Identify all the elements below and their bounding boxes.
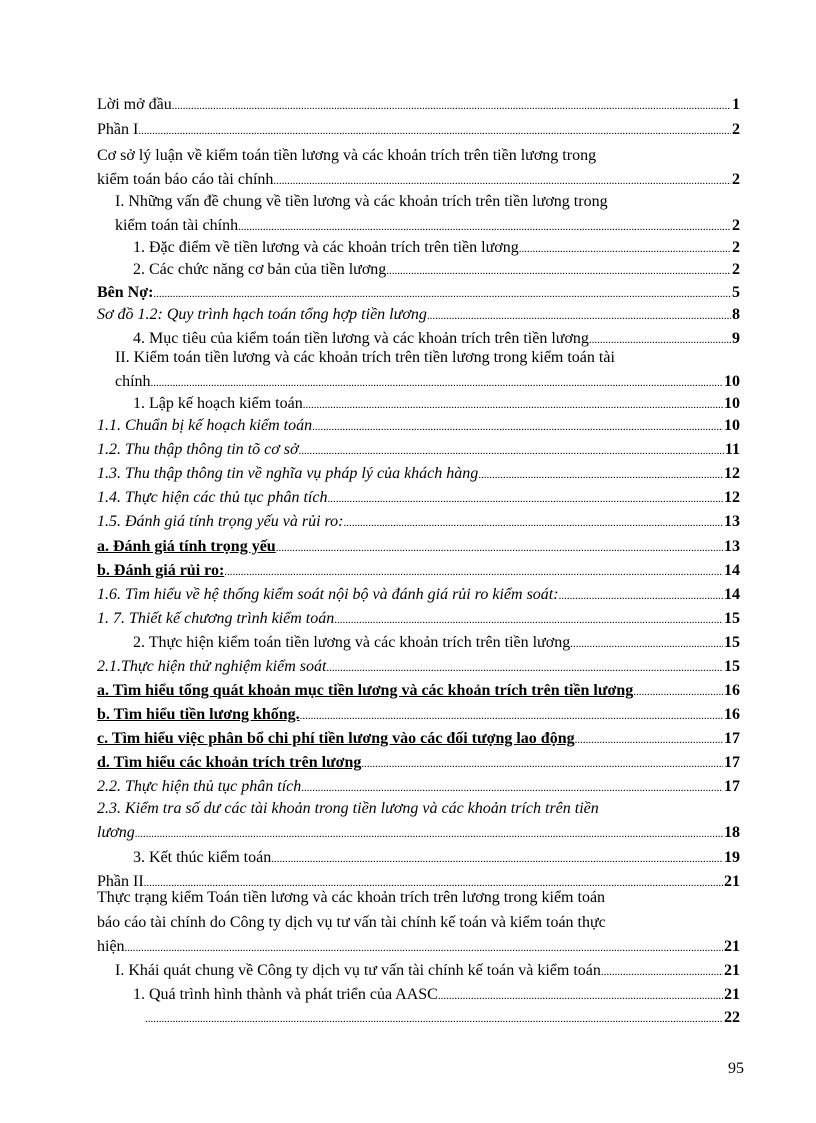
toc-page-number: 21 xyxy=(724,986,740,1003)
toc-entry-title: a. Tìm hiểu tổng quát khoản mục tiền lương và các khoản trích trên tiền lương xyxy=(97,682,634,699)
toc-entry-title: Lời mở đầu xyxy=(97,96,172,113)
dot-leader xyxy=(312,416,723,437)
toc-entry-title: c. Tìm hiểu việc phân bổ chi phí tiền lương vào các đối tượng lao động xyxy=(97,730,575,747)
dot-leader xyxy=(519,238,731,259)
toc-entry-title: 1. 7. Thiết kế chương trình kiểm toán xyxy=(97,610,335,627)
dot-leader xyxy=(145,1008,723,1029)
toc-entry-title: 4. Mục tiêu của kiểm toán tiền lương và các khoản trích trên tiền lương xyxy=(133,330,589,347)
dot-leader xyxy=(478,464,723,485)
toc-page-number: 21 xyxy=(724,873,740,890)
toc-page-number: 15 xyxy=(724,658,740,675)
toc-page-number: 2 xyxy=(732,261,740,278)
dot-leader xyxy=(138,120,731,141)
toc-entry-title-line: Cơ sở lý luận về kiểm toán tiền lương và các khoản trích trên tiền lương trong xyxy=(97,147,597,164)
toc-entry-title: hiện xyxy=(97,938,125,955)
page-number: 95 xyxy=(728,1060,744,1077)
dot-leader xyxy=(271,848,723,869)
toc-entry-title: 1.3. Thu thập thông tin về nghĩa vụ pháp lý của khách hàng xyxy=(97,465,479,482)
toc-entry-title: b. Đánh giá rủi ro: xyxy=(97,562,225,579)
dot-leader xyxy=(327,488,723,509)
dot-leader xyxy=(273,170,731,191)
toc-entry-title: kiểm toán tài chính xyxy=(115,217,239,234)
toc-page-number: 18 xyxy=(724,824,740,841)
dot-leader xyxy=(559,585,723,606)
toc-entry-title: 1.6. Tìm hiểu về hệ thống kiểm soát nội bộ và đánh giá rủi ro kiểm soát: xyxy=(97,586,559,603)
dot-leader xyxy=(344,512,724,533)
toc-page-number: 12 xyxy=(724,465,740,482)
toc-page-number: 16 xyxy=(724,706,740,723)
toc-page-number: 10 xyxy=(724,373,740,390)
toc-page-number: 17 xyxy=(724,754,740,771)
toc-page-number: 22 xyxy=(724,1009,740,1026)
toc-entry-title: 2. Các chức năng cơ bản của tiền lương xyxy=(133,261,387,278)
toc-entry-title: d. Tìm hiểu các khoản trích trên lương xyxy=(97,754,362,771)
dot-leader xyxy=(438,985,723,1006)
toc-entry-title: 3. Kết thúc kiểm toán xyxy=(133,849,272,866)
toc-page-number: 19 xyxy=(724,849,740,866)
toc-entry-title-line: báo cáo tài chính do Công ty dịch vụ tư vấn tài chính kế toán và kiểm toán thực xyxy=(97,914,606,931)
toc-entry-title: 1.1. Chuẩn bị kế hoạch kiểm toán xyxy=(97,417,313,434)
dot-leader xyxy=(601,961,723,982)
toc-entry-title: a. Đánh giá tính trọng yếu xyxy=(97,538,276,555)
dot-leader xyxy=(125,937,723,958)
toc-entry-title-line: I. Những vấn đề chung về tiền lương và các khoản trích trên tiền lương trong xyxy=(115,193,608,210)
dot-leader xyxy=(238,216,731,237)
toc-page-number: 2 xyxy=(732,217,740,234)
toc-entry-title: 1.2. Thu thập thông tin tõ cơ sở xyxy=(97,441,299,458)
toc-page-number: 13 xyxy=(724,538,740,555)
toc-entry-title-line: II. Kiểm toán tiền lương và các khoản trích trên tiền lương trong kiểm toán tài xyxy=(115,349,615,366)
toc-page-number: 16 xyxy=(724,682,740,699)
toc-entry-title: 2.2. Thực hiện thủ tục phân tích xyxy=(97,778,302,795)
toc-page-number: 1 xyxy=(732,96,740,113)
dot-leader xyxy=(570,633,723,654)
toc-entry-title: Sơ đồ 1.2: Quy trình hạch toán tổng hợp tiền lương xyxy=(97,306,427,323)
toc-page-number: 10 xyxy=(724,417,740,434)
toc-entry-title: chính xyxy=(115,373,151,390)
toc-entry-title: I. Khái quát chung về Công ty dịch vụ tư vấn tài chính kế toán và kiểm toán xyxy=(115,962,601,979)
toc-entry-title: 2.1.Thực hiện thử nghiệm kiểm soát xyxy=(97,658,327,675)
dot-leader xyxy=(153,283,731,304)
toc-entry-title: 1.4. Thực hiện các thủ tục phân tích xyxy=(97,489,328,506)
toc-page-number: 21 xyxy=(724,938,740,955)
toc-entry-title: 1. Quá trình hình thành và phát triển của AASC xyxy=(133,986,438,1003)
toc-page-number: 14 xyxy=(724,586,740,603)
toc-page-number: 12 xyxy=(724,489,740,506)
toc-page-number: 9 xyxy=(732,330,740,347)
dot-leader xyxy=(361,753,723,774)
toc-page-number: 17 xyxy=(724,730,740,747)
toc-page-number: 5 xyxy=(732,284,740,301)
dot-leader xyxy=(575,729,723,750)
toc-page-number: 2 xyxy=(732,171,740,188)
dot-leader xyxy=(224,561,723,582)
dot-leader xyxy=(135,823,723,844)
dot-leader xyxy=(301,777,723,798)
dot-leader xyxy=(276,537,723,558)
toc-entry-title: Bên Nợ: xyxy=(97,284,154,301)
dot-leader xyxy=(427,305,731,326)
dot-leader xyxy=(151,372,723,393)
toc-entry-title: 1. Lập kế hoạch kiểm toán xyxy=(133,395,303,412)
toc-entry-title: Phần II xyxy=(97,873,144,890)
toc-page-number: 13 xyxy=(724,513,740,530)
dot-leader xyxy=(300,705,723,726)
toc-entry-title: 1.5. Đánh giá tính trọng yếu và rủi ro: xyxy=(97,513,344,530)
toc-entry-title-line: 2.3. Kiểm tra số dư các tài khoản trong tiền lương và các khoản trích trên tiền xyxy=(97,800,599,817)
toc-entry-title: 2. Thực hiện kiểm toán tiền lương và các khoản trích trên tiền lương xyxy=(133,634,571,651)
toc-entry-title: kiểm toán báo cáo tài chính xyxy=(97,171,274,188)
toc-page-number: 2 xyxy=(732,239,740,256)
dot-leader xyxy=(326,657,723,678)
toc-entry-title: Phần I xyxy=(97,121,139,138)
toc-page-number: 15 xyxy=(724,610,740,627)
dot-leader xyxy=(299,440,724,461)
toc-page-number: 17 xyxy=(724,778,740,795)
dot-leader xyxy=(633,681,723,702)
toc-entry-title-line: Thực trạng kiểm Toán tiền lương và các khoản trích trên lương trong kiểm toán xyxy=(97,889,606,906)
dot-leader xyxy=(334,609,723,630)
toc-page-number: 2 xyxy=(732,121,740,138)
toc-entry-title: lương xyxy=(97,824,135,841)
toc-page-number: 21 xyxy=(724,962,740,979)
toc-page-number: 15 xyxy=(724,634,740,651)
toc-page-number: 8 xyxy=(732,306,740,323)
toc-page-number: 11 xyxy=(724,441,740,458)
toc-entry-title: 1. Đặc điểm về tiền lương và các khoản trích trên tiền lương xyxy=(133,239,519,256)
toc-page-number: 10 xyxy=(724,395,740,412)
toc-page-number: 14 xyxy=(724,562,740,579)
dot-leader xyxy=(172,95,731,116)
dot-leader xyxy=(386,260,731,281)
dot-leader xyxy=(303,394,723,415)
toc-entry-title: b. Tìm hiểu tiền lương khống. xyxy=(97,706,300,723)
